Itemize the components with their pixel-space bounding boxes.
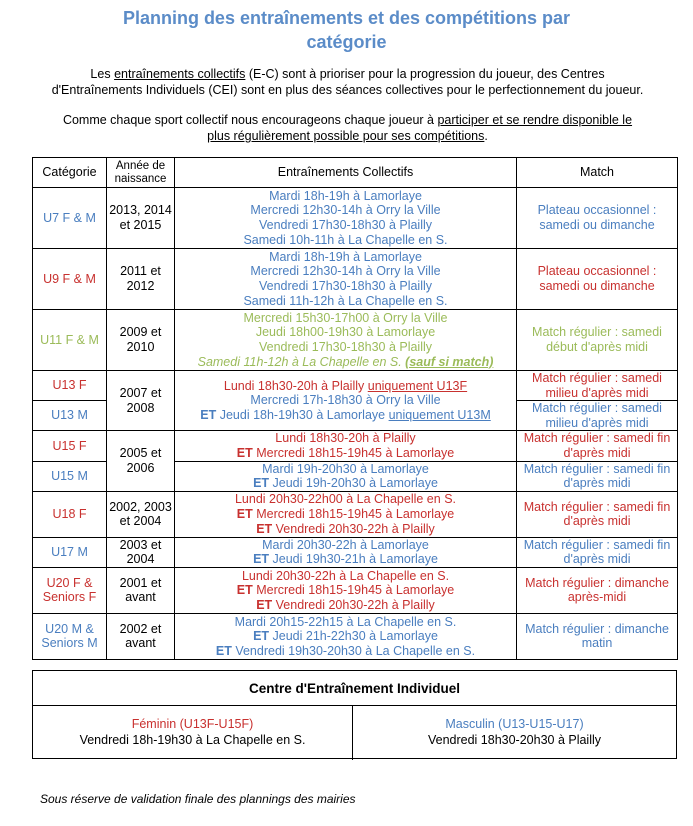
entrainements-u15f (175, 431, 517, 461)
annee-u20f: 2001 et avant (107, 567, 175, 613)
cat-u20f: U20 F & Seniors F (33, 567, 107, 613)
cat-u13m: U13 M (33, 401, 107, 431)
cei-title: Centre d'Entraînement Individuel (249, 681, 460, 696)
table-row-u17m (33, 537, 678, 567)
entrainements-u13 (175, 371, 517, 431)
u9-e3: Vendredi 17h30-18h30 à Plailly (258, 279, 433, 293)
match-u20m: Match régulier : dimanche matin (517, 613, 678, 659)
u11-e4-note: (sauf si match) (405, 354, 494, 369)
u17-e2: Jeudi 19h30-21h à Lamorlaye (269, 552, 438, 567)
intro1-underlined: entraînements collectifs (114, 67, 246, 81)
table-row-u11 (33, 310, 678, 371)
header-annee: Année de naissance (107, 158, 175, 188)
page-title-line2: catégorie (306, 32, 387, 52)
entrainements-u17m (175, 537, 517, 567)
u15m-e2: Jeudi 19h-20h30 à Lamorlaye (269, 476, 438, 491)
intro2-pre: Comme chaque sport collectif nous encourageons chaque joueur à (62, 113, 438, 127)
entrainements-u11 (175, 310, 517, 371)
u18-e3: Vendredi 20h30-22h à Plailly (272, 521, 435, 536)
u17-e2-et: ET (253, 552, 270, 567)
table-header-row (33, 158, 678, 188)
annee-u11: 2009 et 2010 (107, 310, 175, 371)
cat-u15f: U15 F (33, 431, 107, 461)
u20m-e1: Mardi 20h15-22h15 à La Chapelle en S. (234, 614, 457, 629)
u13-e2: Mercredi 17h-18h30 à Orry la Ville (250, 393, 441, 408)
u7-e3: Vendredi 17h30-18h30 à Plailly (258, 218, 433, 232)
u9-e4: Samedi 11h-12h à La Chapelle en S. (243, 293, 448, 308)
u20f-e3-et: ET (256, 597, 273, 612)
u20f-e2-et: ET (236, 583, 253, 598)
entrainements-u18f (175, 491, 517, 537)
u20m-e2-et: ET (253, 629, 270, 644)
u11-e1: Mercredi 15h30-17h00 à Orry la Ville (243, 310, 448, 325)
intro2-underlined-1: participer et se rendre disponible le (437, 113, 633, 127)
cat-u15m: U15 M (33, 461, 107, 491)
cei-section (32, 670, 677, 759)
cei-fem-label: Féminin (U13F-U15F) (131, 717, 254, 731)
match-u7: Plateau occasionnel : samedi ou dimanche (517, 188, 678, 249)
page-title (0, 6, 693, 54)
table-row-u9 (33, 249, 678, 310)
u15f-e1: Lundi 18h30-20h à Plailly (275, 431, 416, 446)
match-u15f: Match régulier : samedi fin d'après midi (517, 431, 678, 461)
match-u9: Plateau occasionnel : samedi ou dimanche (517, 249, 678, 310)
cat-u18f: U18 F (33, 491, 107, 537)
u15m-e1: Mardi 19h-20h30 à Lamorlaye (262, 461, 429, 476)
u15m-e2-et: ET (253, 476, 270, 491)
annee-u18f: 2002, 2003 et 2004 (107, 491, 175, 537)
u13-e3: Jeudi 18h-19h30 à Lamorlaye (216, 407, 386, 422)
cei-masc-time: Vendredi 18h30-20h30 à Plailly (427, 733, 602, 747)
entrainements-u7 (175, 188, 517, 249)
table-row-u18f (33, 491, 678, 537)
match-u17m: Match régulier : samedi fin d'après midi (517, 537, 678, 567)
entrainements-u20m (175, 613, 517, 659)
cei-fem-time: Vendredi 18h-19h30 à La Chapelle en S. (79, 733, 306, 747)
u11-e3: Vendredi 17h30-18h30 à Plailly (258, 340, 433, 354)
intro2-post: . (484, 129, 488, 143)
header-entrainements: Entraînements Collectifs (175, 158, 517, 188)
u20f-e2: Mercredi 18h15-19h45 à Lamorlaye (252, 583, 455, 598)
table-row-u13f (33, 371, 678, 401)
u7-e2: Mercredi 12h30-14h à Orry la Ville (250, 203, 441, 218)
u20m-e2: Jeudi 21h-22h30 à Lamorlaye (269, 629, 438, 644)
cat-u17m: U17 M (33, 537, 107, 567)
u9-e2: Mercredi 12h30-14h à Orry la Ville (250, 264, 441, 279)
u13-e3-note: uniquement U13M (388, 407, 491, 422)
cat-u7: U7 F & M (33, 188, 107, 249)
intro1-pre: Les (90, 67, 115, 81)
u18-e2-et: ET (236, 506, 253, 521)
u13-e1: Lundi 18h30-20h à Plailly (223, 378, 365, 393)
match-u13f: Match régulier : samedi milieu d'après midi (517, 371, 678, 401)
u20m-e3: Vendredi 19h30-20h30 à La Chapelle en S. (231, 643, 476, 658)
u18-e3-et: ET (256, 521, 273, 536)
u20m-e3-et: ET (215, 643, 232, 658)
u7-e4: Samedi 10h-11h à La Chapelle en S. (243, 232, 448, 247)
u15f-e2: Mercredi 18h15-19h45 à Lamorlaye (252, 445, 455, 460)
u7-e1: Mardi 18h-19h à Lamorlaye (269, 188, 422, 203)
entrainements-u20f (175, 567, 517, 613)
match-u20f: Match régulier : dimanche après-midi (517, 567, 678, 613)
entrainements-u9 (175, 249, 517, 310)
header-match: Match (517, 158, 678, 188)
table-row-u15f (33, 431, 678, 461)
cei-masc-label: Masculin (U13-U15-U17) (445, 717, 584, 731)
u18-e1: Lundi 20h30-22h00 à La Chapelle en S. (234, 492, 456, 507)
u11-e4: Samedi 11h-12h à La Chapelle en S. (197, 354, 402, 369)
u20f-e1: Lundi 20h30-22h à La Chapelle en S. (241, 568, 450, 583)
intro-paragraph-2 (20, 112, 675, 144)
match-u18f: Match régulier : samedi fin d'après midi (517, 491, 678, 537)
cat-u9: U9 F & M (33, 249, 107, 310)
page-title-line1: Planning des entraînements et des compétitions par (122, 8, 571, 28)
match-u11: Match régulier : samedi début d'après midi (517, 310, 678, 371)
u20f-e3: Vendredi 20h30-22h à Plailly (272, 597, 435, 612)
entrainements-u15m (175, 461, 517, 491)
intro-paragraph-1 (20, 66, 675, 98)
u9-e1: Mardi 18h-19h à Lamorlaye (269, 249, 422, 264)
annee-u13: 2007 et 2008 (107, 371, 175, 431)
table-row-u20f (33, 567, 678, 613)
annee-u17m: 2003 et 2004 (107, 537, 175, 567)
u17-e1: Mardi 20h30-22h à Lamorlaye (262, 537, 429, 552)
intro1-post: (E-C) sont à prioriser pour la progression du joueur, des Centres (245, 67, 605, 81)
annee-u7: 2013, 2014 et 2015 (107, 188, 175, 249)
cat-u11: U11 F & M (33, 310, 107, 371)
match-u15m: Match régulier : samedi fin d'après midi (517, 461, 678, 491)
cat-u13f: U13 F (33, 371, 107, 401)
footnote: Sous réserve de validation finale des plannings des mairies (40, 792, 356, 806)
cei-masculin (353, 705, 676, 760)
u18-e2: Mercredi 18h15-19h45 à Lamorlaye (252, 506, 455, 521)
schedule-table (32, 157, 678, 660)
u11-e2: Jeudi 18h00-19h30 à Lamorlaye (255, 325, 436, 340)
u13-e3-et: ET (200, 407, 217, 422)
annee-u9: 2011 et 2012 (107, 249, 175, 310)
match-u13m: Match régulier : samedi milieu d'après midi (517, 401, 678, 431)
table-row-u20m (33, 613, 678, 659)
annee-u20m: 2002 et avant (107, 613, 175, 659)
u13-e1-note: uniquement U13F (367, 378, 468, 393)
cat-u20m: U20 M & Seniors M (33, 613, 107, 659)
header-categorie: Catégorie (33, 158, 107, 188)
cei-feminin (33, 705, 353, 760)
table-row-u7 (33, 188, 678, 249)
intro1-line2: d'Entraînements Individuels (CEI) sont en plus des séances collectives pour le perfectionnement du joueur. (51, 83, 644, 97)
u15f-e2-et: ET (236, 445, 253, 460)
intro2-underlined-2: plus régulièrement possible pour ses compétitions (207, 129, 485, 143)
annee-u15: 2005 et 2006 (107, 431, 175, 491)
